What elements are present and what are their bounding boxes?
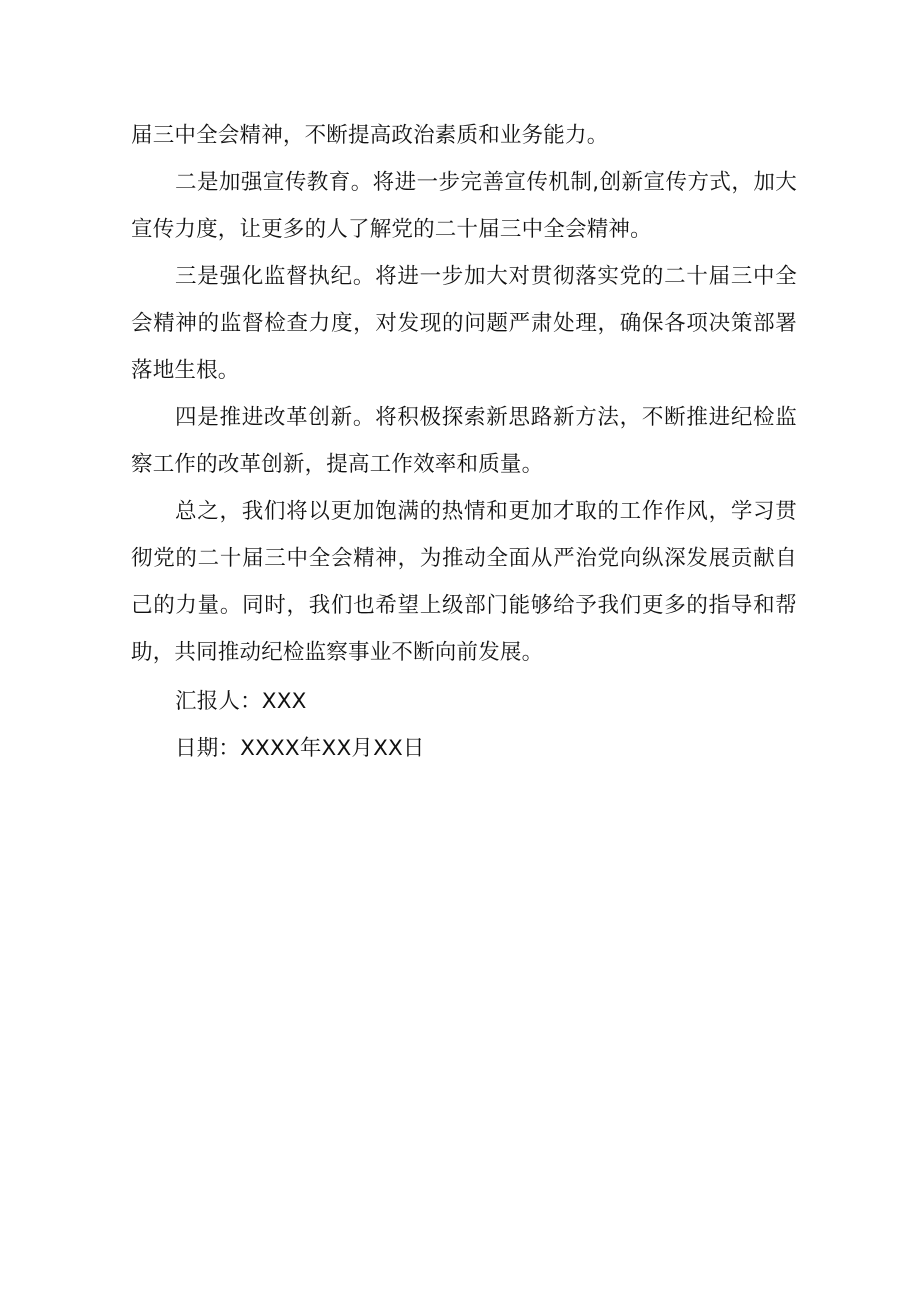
paragraph-conclusion: 总之，我们将以更加饱满的热情和更加才取的工作作风，学习贯彻党的二十届三中全会精神，为推动全面从严治党向纵深发展贡献自己的力量。同时，我们也希望上级部门能够给予我们更多的指导和帮助，共同推动纪检监察事业不断向前发展。 [131, 499, 797, 665]
reporter-line: 汇报人：XXX [175, 689, 307, 714]
paragraph-continuation: 届三中全会精神，不断提高政治素质和业务能力。 [131, 123, 609, 148]
document-body [131, 112, 797, 772]
paragraph-reform-innovation: 四是推进改革创新。将积极探索新思路新方法，不断推进纪检监察工作的改革创新，提高工作效率和质量。 [131, 405, 797, 477]
date-line: 日期：XXXX年XX月XX日 [175, 736, 425, 761]
paragraph-publicity-education: 二是加强宣传教育。将进一步完善宣传机制,创新宣传方式，加大宣传力度，让更多的人了解党的二十届三中全会精神。 [131, 170, 797, 242]
paragraph-supervision-discipline: 三是强化监督执纪。将进一步加大对贯彻落实党的二十届三中全会精神的监督检查力度，对发现的问题严肃处理，确保各项决策部署落地生根。 [131, 264, 797, 383]
